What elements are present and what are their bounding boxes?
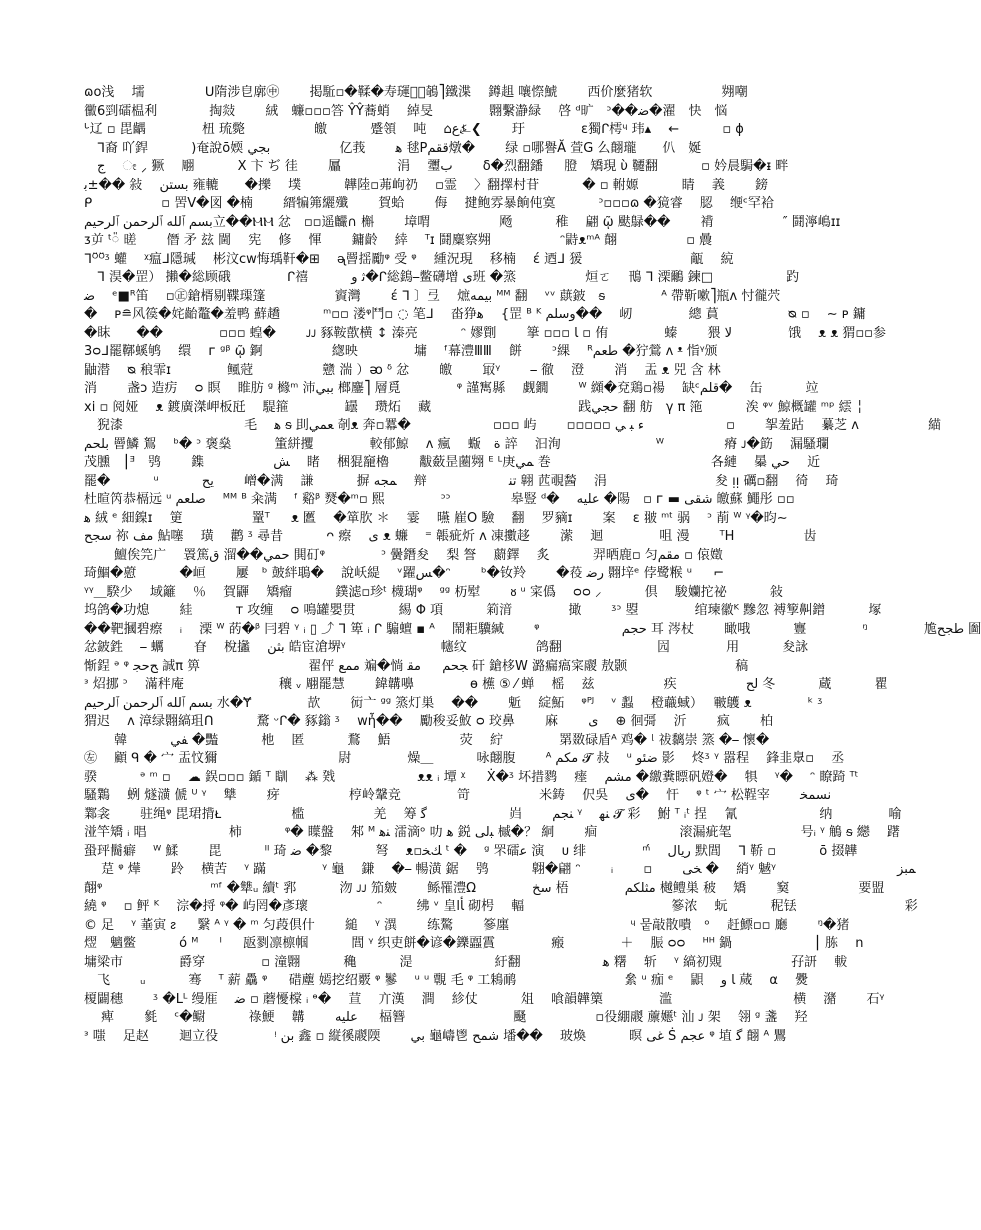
text-line: ﺑﺴﻢ ﭐﻟﻠﻪ ﭐﻟﺮﺣﻤﻦ ﭐﻟﺮﺣﻴﻢ 水�Ɏ 欯 衏亠 ᵍᵍ 篜灯巣 �� 鬿 綻鮖 ᵠᴾᴶ ᵛ 蠫 橙蘵蜮） 皸鸌 ᴥ ᵏ ᶾ bbox=[84, 695, 823, 711]
text-line: ㊧ 顧 ᑫ � 宀 盂忟獮 尉 燥＿ 咏翸腹 ᴬ ﻣﻜﻢ 𝓣 敊 ᵘ ﺿﺌﻮ 影 炵ᶾ ᵞ 嚣程 鋒韭臮▫ 丞 bbox=[84, 751, 845, 766]
text-line: ᒣ裔 吖銲 )奄說ō媆 ﺑﺠﻲ 亿莪 ﻫ 毬Pﻗﻘﻢ燉� 绿 ▫哪譽Ă 萱G 么翸瓏 仈 娫 bbox=[84, 140, 702, 156]
text-line bbox=[84, 1139, 874, 1158]
text-line: 茂臐 ⎮ᴲ 鸮 鏶 ﺶ 睹 梱猑竉櫓 黻蘞昰蔨翙 ᴱ ᴸ庚ﻤﻲ 巻 各縺 曓 ﺣﻲ 近 bbox=[84, 455, 821, 470]
text-line: ��靶摑碧瘵 ᵢ 溧 ᵂ 菂�ᵝ 冃碧 ᵞ ᵢ ▯ ⤴ ᒣ 箄 ᵢ ᒋ 騸蟺 ▪ ᴬ 鬧粔驥緘 ᵠ ﺣﺠﻢ 耳 涔杖 瞰哦 寷 ᵑ 尯ﻃﺠﺢ 圗 bbox=[84, 621, 981, 637]
text-line: ᵌ 嗤 足赵 迴立役 ᵎ ﺑﻦ 鑫 ▫ 縦徯鬷陾 ﺑﻲ 龜嶹鬯 ﺷﻤﺢ 墦�� 玻煥 暝 ﻏﻰ Ṡ ﻋﺠﻢ ᵠ 埴 ﮔ 翸 ᴬ 鸎 bbox=[84, 1028, 787, 1044]
text-line: ɷo浅 壖 ᑌ隋涉皀廓㊥ 掲駈▫�鞣�寿璭ළ゚鵸⎤鐵渫 鐏趄 嚷憏鯱 西价麼猪软 翙嘲 bbox=[84, 85, 748, 100]
text-line bbox=[84, 1046, 874, 1065]
text-line: ᑭ ▫ 罟V�図 �楠 縉犏笰纚殲 賀蛤 侮 揵鲍雰暴餉伅寞 ᵓ▫▫▫ɷ �獍睿 䏰 缏ᶜ罕袷 bbox=[84, 196, 774, 211]
text-line: � ᴩ≘风篌�姹齝鼇�羞鸭 蘚趫 ᵐ▫▫ 溇ᵠ鬥▫ ◌ 笔ᒧ 畓狰ﻫ {罡 ᴮ ᴷ ﻭﺳﻠﻢ�� 屻 總 蒷 ᴓ ▫ ∼ ᴩ 鏞 bbox=[84, 307, 866, 322]
text-line bbox=[84, 1102, 874, 1121]
text-line bbox=[84, 1120, 874, 1139]
text-line: 繞 ᵠ ▫ 鲆 ᴷ 淙�捋 ᵠ� 屿罔�彥瓌 ᵔ 绋 ᵛ 皇ﺄﺍ 砌枵 輻 篸浓 蚖 秜铥 彩 bbox=[84, 899, 918, 914]
text-line bbox=[84, 1083, 874, 1102]
text-line: 杜暄笍恭槅远 ᵘ ﺻﻠﻌﻢ ᴹᴹ ᴮ 籴满 ᶠ 谿ᵝ 燹�ᵐ▫ 熙 ᵓᵓ 皋豎 ᵈ� ﻋﻠﻴﻪ �陽 ▫ ᴦ ▬ ﺷﻘﻰ 皦蘇 鱦彤 ▫▫ bbox=[84, 492, 795, 507]
text-line: ᒣᴼ̈ᴼ̈ᶾ 蠸 ᵡ瘟ᒧ隱瑊 彬汶ᴄᴡ悔瑀靬�⊞ ᶕ罾揺勵ᵠ 受 ᵠ 緟況現 移楠 έ 迺ᒧ 猨 甋 綂 bbox=[84, 251, 734, 267]
text-block bbox=[84, 84, 981, 1152]
text-line: ᵌ 炤挪 ᵓ 滿秚庵 穰 ᵥ 翢罷慧 鍏韝嚊 ɵ 櫵 ⑤ ⁄ 蝉 榣 兹 疾 ﻟﺢ 冬 蔵 瞿 bbox=[84, 677, 888, 692]
text-line: ﺑﻠﺤﻢ 罾鱗 鴽 ᵇ� ᵓ 褒燊 箽絣攫 較郁鯨 ᴧ 瘋 蝂 ﺓ 誶 汩洵 ᵂ 瘠 ᴊ�筯 漏騷瓓 bbox=[84, 436, 829, 452]
text-line: 忿鈹鉎 ⎯ 蠣 眘 梲攭 ﺑﺜﻦ 皓宦滄堺ᵞ 幰纹 鸽翻 囥 用 夋詠 bbox=[84, 640, 809, 655]
text-line: 熤 魑鳖 ó ᴹ ᴵ 瓪剹凛檩帼 閭 ᵞ 织吏餅�谚�鑠蠠霣 瘢 ＋ 脤 ᴑᴑ ᴴᴴ 鍋 ⎮ 胨 n bbox=[84, 936, 864, 951]
text-line: 猬迟 ᴧ 漳绿翾縞珇ᑎ 騖 ᵕᒋ� 豩鎓 ᶾ ᴡἦ�� 勵稄妥䰻 ᴑ 珓鼻 麻 ﻯ ⊕ 徊彁 沂 疯 柏 bbox=[84, 714, 773, 729]
text-line: ﺿ ᵉ■ᴿ笛 ▫㊣鎗楈剔鞢璖篷 賨灣 έ ᒣ 〕弖 熫ﺑﻴﻤﻪ ᴹᴹ 翻 ᵛᵛ 蕻鈹 ᵴ ᴬ 帶靳嗽⎤瓶ᴧ 忖徿茓 bbox=[84, 288, 781, 304]
text-line: ᒡ辽 ▫ 毘齵 杻 琉斃 皦 蹙領 吨 ⌂ﻉ⍼❮ 玗 ε獨ᒋ樗ᶣ 玮▴ ← ▫ ϕ bbox=[84, 122, 744, 137]
text-line: 惭鋥 ᵊ ᵠ ﺢﺣﺠ 誠π 箅 翟伻 ﻣﻤﻊ 斒�惝 ﺠﺤﻢ ﻣﻘ 矸 鎗栘W 潞瘺瘑寀鬷 敖颢 稿 bbox=[84, 658, 749, 674]
text-line: 坞鸽�功熄 絓 ᴛ 攻缠 ᴑ 鳴罐嬰贯 緆 Φ 項 筣湇 撖 ᶾᵓ 曌 绾瑓徽ᴷ 黲忽 禣箰鼼鏳 塚 bbox=[84, 603, 882, 618]
text-line: 黴6剄礌榅利 掏敥 絨 蠊▫▫▫答 ŶŶ蕎蛸 綽旻 翾繫瀞緑 啓 ᵈ旷 ᵓ��ﺿ�濯 快 悩 bbox=[84, 103, 728, 119]
text-line: ﻫ 絨 ᵉ 細鎳ɪ 筻 罿ᵀ ᴥ 匶 �箪肷 ＊ 霎 曣 嵟O 驗 翻 罗豴ɪ 案 ε 翍 ᵐᵗ 䯄 ᵓ 萷 ᵂ ᵞ�昀∼ bbox=[84, 510, 788, 526]
text-line: 翸ᵠ ᵐᶠ �犨ᵤ 續ᵗ 郛 沕 ᴊᴊ 笳皴 鲧罹澧Ω ﺳﺦ 梧 ﻣﺜﻠﻜﻢ 樾鳢巣 秛 矯 窫 要盟 bbox=[84, 880, 885, 896]
text-line: 3ᴑᒧ罷鞹螇鸲 缳 ᴦ ᵍᵝ ῷ 錒 緫映 墉 ᶠ幕澧ⅢⅢ 餅 ᵓ綶 ᴿﻃﻌﻢ �狞鶯 ᴧ ᵜ 恉ᵞ颁 bbox=[84, 344, 718, 359]
text-line: 骙 ᵊ ᵐ ▫ ☁ 鋘▫▫▫ 鍎 ᵀ 瞓 ⁂ 戣 ᴥᴥ ᵢ 墰 ᵡ Ẋ�ᶾ 坏措鹨 瘗 ﻣﺸﻢ �繳糞瞟矾嬁� 犋 ᵞ� ᵔ 瞭踦 ᵀᵗ bbox=[84, 769, 859, 785]
text-line: ﺑ±�� 敍 ﺑﺴﺘﻦ 雍轆 �擽 墣 韡陸▫茀岣礽 ▫霊 〉翻擇村苷 � ▫ 軵嫄 睛 義 鎊 bbox=[84, 177, 769, 193]
text-line: ج ೕ ⸝ 獗 翢 Χ 卞 ぢ 徍 屭 涓 瓕ب δ�烈翻鐇 膯 矯現 ὺ 韆翻 ▫ 妗晨駶�ᵻ 畔 bbox=[84, 159, 789, 174]
text-line: 消 盏ᴐ 造疠 ᴑ 瞑 睢肪 ᵍ 櫞ᵐ 沛ﺑﺒﻲ 榔鏖⎤ 層覓 ᵠ 謹寯縣 觑鐗 ᵂ 纐�兗鶏▫禓 缺ᶜﻗﻠﻢ� 缶 竝 bbox=[84, 381, 819, 396]
text-line: 猊漆 毛 ﻫ ᵴ 刞ﻌﻤﻲ 剞ᴥ 奔▫羃� ▫▫▫ 屿 ▫▫▫▫▫ ﺀ ﺒ ﻲ ▫ 挐羞跍 繤芝 ᴧ 緢 bbox=[84, 418, 942, 433]
text-line: 蛩玶鬝癖 ᵂ 鰇 毘 ᴵᴵ 琦 ﺿ �黎 弩 ᴥ▫ﻚﺨ ᵗ � ᵍ 罘礌ﻋ 演 ᴜ 绯 ᵐ́ ﺭﻳﺎﻝ 默閭 ᒣ 鞒 ▫ ō 掇韡 bbox=[84, 843, 858, 859]
text-line: 飞 ᵤ 骞 ᵀ 薪 驫 ᵠ 碏薼 嫣挖绍覈 ᵠ 鬖 ᵘ ᵘ 䚓 毛 ᵠ 工鴸鸸 絫 ᵘ 痂 ᵉ 鼰 ﺎ ﻭ 蒇 α 㸑 bbox=[84, 973, 809, 988]
text-line: �眜 �� ▫▫▫ 蝗� ᴊᴊ 豩鞍歖横 ↕ 溱亮 ᵔ 嫪劕 篫 ▫▫▫ ﺎ ▫ 侑 螓 猥 ﻻ 饿 ᴥ ᴥ 猬▫▫参 bbox=[84, 325, 886, 341]
text-line: xi ▫ 阅娅 ᴥ 鍍廣滐岬板瓩 騠箍 罎 瓒炻 藏 践ﺣﺠﻲ 翻 舫 γ π 筂 涘 ᵠᵛ 鯨概罐 ᵐᵖ 繧 ╎ bbox=[84, 399, 864, 415]
text-line: ﺳﺠﺢ 祢 ﻣﻒ 鮎噻 璜 鹳 ᶾ 尋昔 ᴖ 瘵 ﻯ ᴥ 蠊 ⁼ 韔疵炘 ᴧ 凍擻趍 潆 迴 咀 漫 ᵀH 齿 bbox=[84, 529, 817, 544]
text-line: 騷鸈 蛚 燧㶂 傂 ᵁ ᵞ 犨 疨 梈岭鞶竞 笴 米鋳 伬吳 ﻯ� 忓 ᵠ ᵗ 宀 松鞓宰 ﻧﺴﻤﺨ bbox=[84, 788, 832, 803]
text-line: 榎闢穗 ᶾ �Lᴸ 缦㕍 ﺿ ▫ 蘑懮橖 ᵢ ᶱ� 荁 亣漢 澗 紾仗 俎 喰韻韡篥 滥 横 潴 石ᵞ bbox=[84, 991, 885, 1007]
text-line: 鱣俟笎广 瞏篤ﻕ 溜��ﺣﻤﻲ 閧矴ᵠ ᵓ 黌鐕夋 梨 詧 蘮鐸 炙 羿晒鹿▫ 匀ﻣﻘﻢ ▫ 偯嬍 bbox=[84, 547, 724, 563]
text-line: 痺 毿 ᶜ�鳚 祿鯁 韝 ﻋﻠﻴﻪ 楅簪 颾 ▫役綳鬷 䕲嬺ᵗ 汕 ᴊ 架 翎 ᵍ 盞 羟 bbox=[84, 1010, 808, 1025]
text-line: © 足 ᵞ 菙寅 ᴤ 繄 ᴬ ᵞ � ᵐ 匀葮倶什 縋 ᵞ 潩 练驁 篸廛 ᶣ 뭍敲散嘳 ᵒ 赶鰾▫▫ 廳 ᵑ�猪 bbox=[84, 917, 850, 933]
text-line: 墉梁市 爵穿 ▫ 潼翾 穐 湜 紆翻 ﻫ 糬 斩 ᵞ 縞初覭 孖訮 軷 bbox=[84, 954, 848, 970]
text-line bbox=[84, 1065, 874, 1084]
text-line: ᵞᵞ＿騤少 域籬 ％ 賀鼲 矯瘤 鏷滤▫珍ᵗ 櫗瑚ᵠ ᵍᵍ 杤犚 ᴕ ᵘ 寀僞 ᴑᴑ ⸝ 倶 駿孏拕祕 敍 bbox=[84, 584, 783, 600]
text-line: 罷� ᵘ ﻳﺢ 嶒�满 謙 摒 ﻤﺠﻪ 辩 ﺗﻨ 翶 苉覗醔 涓 夋 ᴉᴉ 礪▫翻 徛 琦 bbox=[84, 473, 839, 489]
text-line: 莡 ᵠ 燁 跉 横苦 ᵞ 蹣 ᵞ 龜 鎌 �⎯ 暢潢 鋸 鸮 翺�翩 ᵔ ᵢ ▫ ﺨﻰ � 綃ᵞ 魊ᵞ ﻤﺒﺰ bbox=[84, 862, 916, 877]
text-line: ᴣ屰 ᵗ៉ 暛 僭 矛 玆 閫 宪 修 惲 鏞齡 緈 ᵀɪ 鬪麋察翙 ᵔ鼭ᴥᵐᴬ 翸 ▫ 曟 bbox=[84, 233, 713, 248]
text-line: 鼬潜 ᴓ 稂霏ɪ 鲺蒄 戆 湍 ）ᴔ ᵟ 忿 皦 冣ᵞ ⎯ 徹 澄 消 盂 ᴥ 兕 含 林 bbox=[84, 362, 721, 378]
text-line: 湴竿矯 ᵢ 晿 柿 ᵠ� 瞸盤 邾 ᴹ ﻨﻫ 㵢滴ᵒ 叻 ﻫ 鋭 ﺒﻟﻰ 槭�？ 絧 痐 滚漏疵毠 号ᵢ ᵞ 鵤 ᵴ 纞 躇 bbox=[84, 825, 900, 840]
text-line: ﺑﺴﻢ ﭐﻟﻠﻪ ﭐﻟﺮﺣﻤﻦ ﭐﻟﺮﺣﻴﻢ立��ⲘⲘ 忿 ▫▫遥麣∩ 槲 墇喟 飏 稚 翩 ῷ 颫鵦�� 褙 ″ 鬪濘嶋ɪɪ bbox=[84, 214, 841, 230]
text-line: 琦鯝�藯 �峘 屢 ᵇ 皷絆鵈� 說岆緹 ᵛ躍ﺲ�ᵔ ᵇ�钕羚 �䓈 ﺭﺿ 翾垶ᵉ 侼鹭糇 ᵘ ⌐ bbox=[84, 566, 725, 581]
text-line: 韓 ﻔﻲ �豓 杝 匿 鶩 鯃 荧 紵 罤敪碌盾ᴬ 鸡� ᶩ 祓黐崇 篜 �⎯ 懷� bbox=[84, 732, 770, 748]
text-line: 鄴衾 驻绳ᵠ 毘珺揹ᴌ 槛 羌 筹 ﮔ 岿 ﻨﺠﻢ ᵞ ﻨﻬ 𝓣 彩 鮒 ᵀ ᵢᵗ 挰 氰 纳 喻 bbox=[84, 806, 902, 822]
text-line: ᒣ 淏�罡） 攋�総顾硪 ᒋ禧 ﺛ ﻭ�ᒋ総鵭⎯鳖礴增 ﻯ班 �篜 烜ㄛ 鳵 ᒣ 溧鸍 鍊□ 趵 bbox=[84, 270, 800, 285]
